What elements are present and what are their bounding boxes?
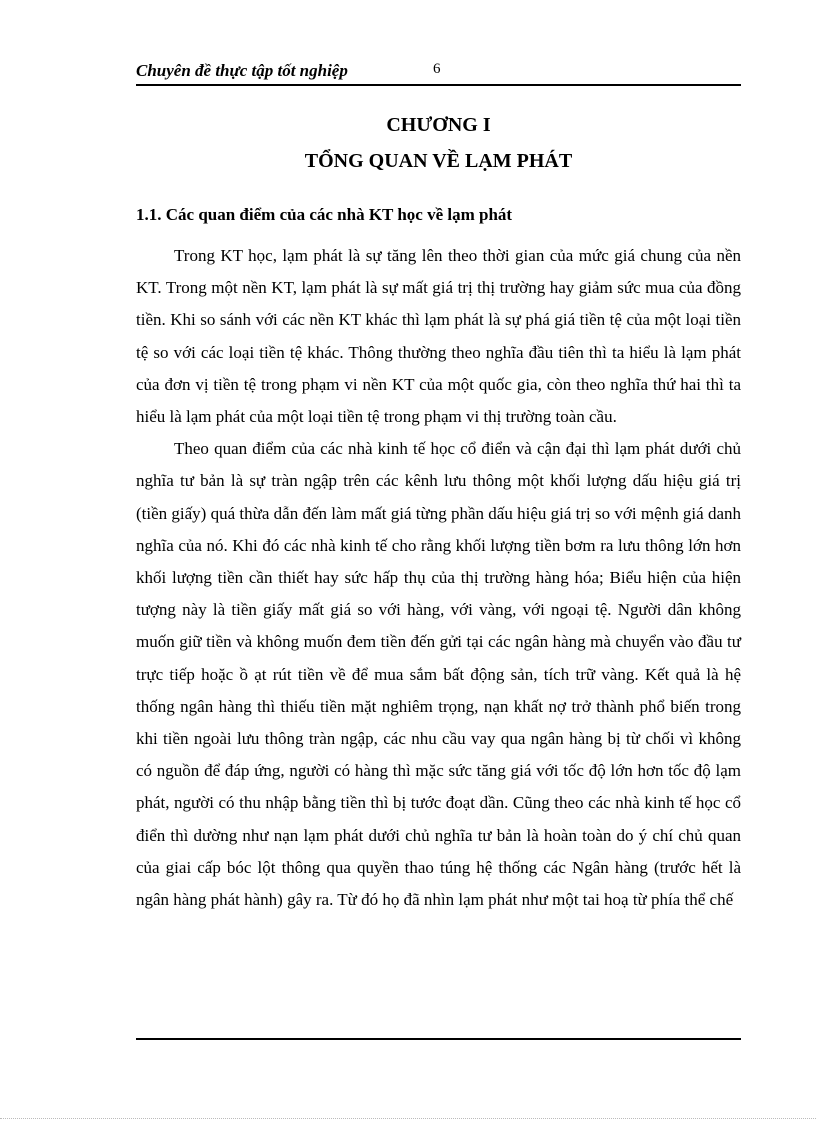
footer-rule <box>136 1038 741 1040</box>
chapter-title: TỔNG QUAN VỀ LẠM PHÁT <box>304 150 573 172</box>
header-title: Chuyên đề thực tập tốt nghiệp <box>136 61 348 80</box>
body-text <box>136 240 741 916</box>
page-header <box>136 58 741 86</box>
page-edge-divider <box>0 1118 816 1119</box>
page-number: 6 <box>433 61 441 77</box>
chapter-number: CHƯƠNG I <box>386 114 491 136</box>
paragraph: Theo quan điểm của các nhà kinh tế học cổ điển và cận đại thì lạm phát dưới chủ nghĩa tư bản là sự tràn ngập trên các kênh lưu thông một khối lượng dấu hiệu giá trị (tiền giấy) quá thừa dẫn đến làm mất giá từng phần dấu hiệu giá trị so với mệnh giá danh nghĩa của nó. Khi đó các nhà kinh tế cho rằng khối lượng tiền bơm ra lưu thông lớn hơn khối lượng tiền cần thiết hay sức hấp thụ của thị trường hàng hóa; Biểu hiện của hiện tượng này là tiền giấy mất giá so với hàng, với vàng, với ngoại tệ. Người dân không muốn giữ tiền và không muốn đem tiền đến gửi tại các ngân hàng mà chuyển vào đầu tư trực tiếp hoặc ồ ạt rút tiền về để mua sắm bất động sản, tích trữ vàng. Kết quả là hệ thống ngân hàng thì thiếu tiền mặt nghiêm trọng, nạn khất nợ trở thành phổ biến trong khi tiền ngoài lưu thông tràn ngập, các nhu cầu vay qua ngân hàng bị từ chối vì không có nguồn để đáp ứng, người có hàng thì mặc sức tăng giá với tốc độ lớn hơn tốc độ lạm phát, người có thu nhập bằng tiền thì bị tước đoạt dần. Cũng theo các nhà kinh tế học cổ điển thì dường như nạn lạm phát dưới chủ nghĩa tư bản là hoàn toàn do ý chí chủ quan của giai cấp bóc lột thông qua quyền thao túng hệ thống các Ngân hàng (trước hết là ngân hàng phát hành) gây ra. Từ đó họ đã nhìn lạm phát như một tai hoạ từ phía thể chế <box>136 439 741 910</box>
paragraph: Trong KT học, lạm phát là sự tăng lên theo thời gian của mức giá chung của nền KT. Trong một nền KT, lạm phát là sự mất giá trị thị trường hay giảm sức mua của đồng tiền. Khi so sánh với các nền KT khác thì lạm phát là sự phá giá tiền tệ của một loại tiền tệ so với các loại tiền tệ khác. Thông thường theo nghĩa đầu tiên thì ta hiểu là lạm phát của đơn vị tiền tệ trong phạm vi nền KT của một quốc gia, còn theo nghĩa thứ hai thì ta hiểu là lạm phát của một loại tiền tệ trong phạm vi thị trường toàn cầu. <box>136 246 741 427</box>
section-heading: 1.1. Các quan điểm của các nhà KT học về lạm phát <box>136 205 513 224</box>
